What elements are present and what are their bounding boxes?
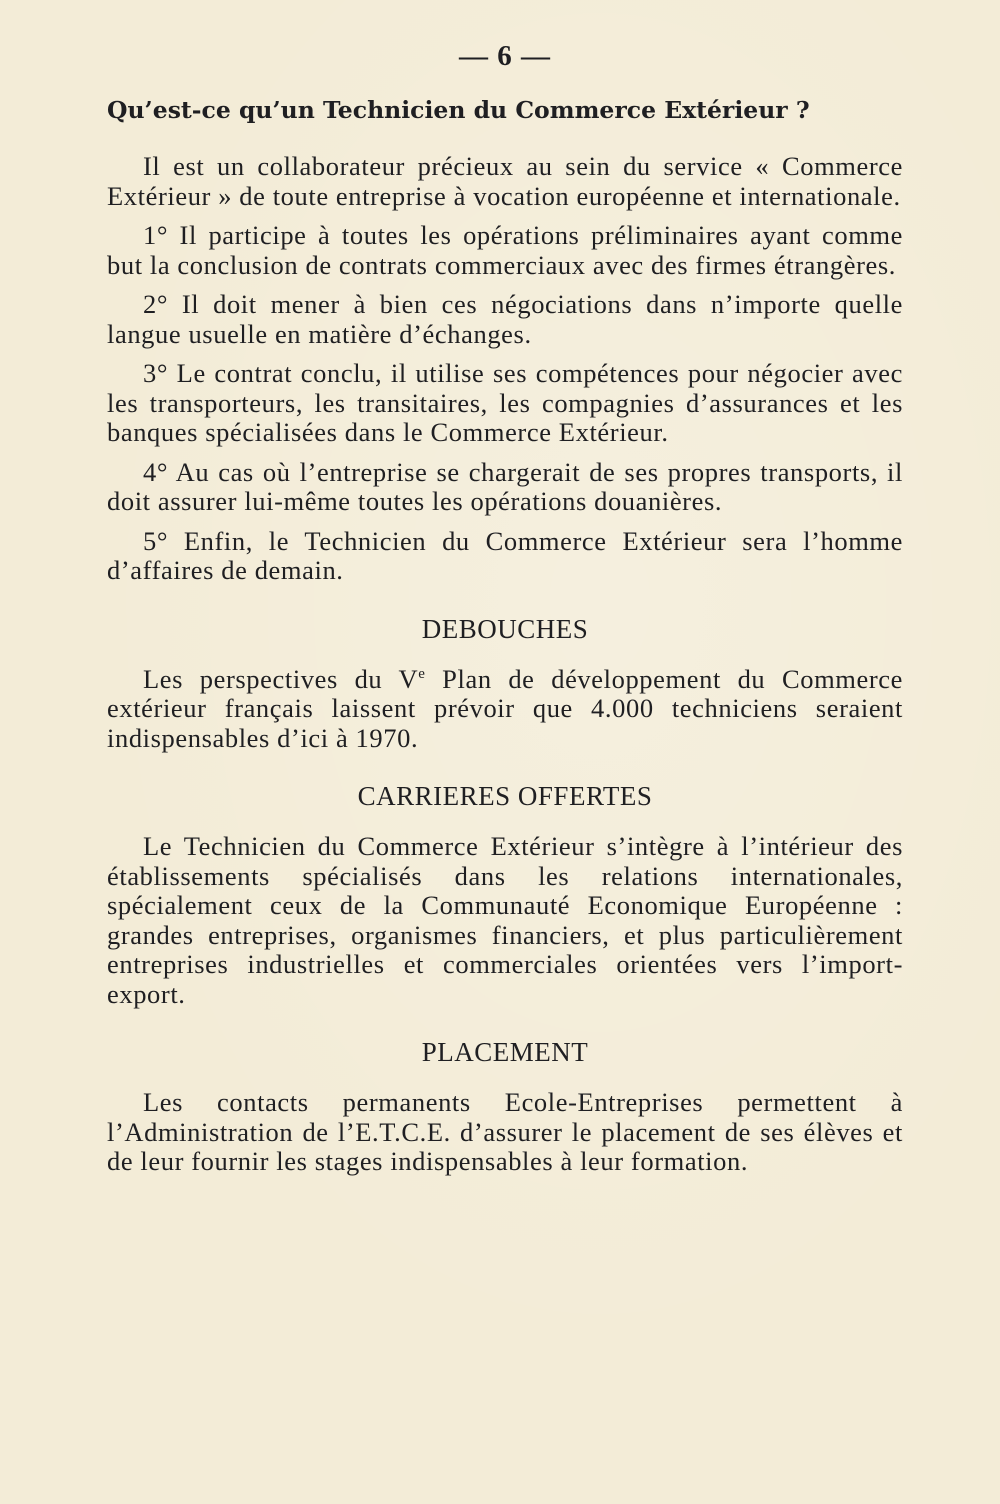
point-4: 4° Au cas où l’entreprise se chargerait de ses propres transports, il doit assurer lui-même toutes les opérations douanières. — [107, 456, 903, 516]
point-2: 2° Il doit mener à bien ces négociations dans n’importe quelle langue usuelle en matière d’échanges. — [107, 289, 903, 349]
debouches-text-part2: Plan de développement du Commerce extérieur français laissent prévoir que 4.000 techniciens seraient indispensables d’ici à 1970. — [107, 663, 904, 753]
section-title-carrieres: CARRIERES OFFERTES — [357, 781, 653, 811]
page-number: — 6 — — [459, 40, 551, 72]
section-title-placement: PLACEMENT — [421, 1037, 589, 1067]
point-3: 3° Le contrat conclu, il utilise ses compétences pour négocier avec les transporteurs, les transitaires, les compagnies d’assurances et les banques spécialisées dans le Commerce Extérieur. — [107, 358, 903, 447]
debouches-superscript: e — [418, 665, 426, 682]
section-title-debouches: DEBOUCHES — [421, 613, 589, 644]
page-content — [107, 40, 903, 1187]
placement-paragraph: Les contacts permanents Ecole-Entreprises permettent à l’Administration de l’E.T.C.E. d’assurer le placement de ses élèves et de leur fournir les stages indispensables à leur formation. — [107, 1087, 903, 1176]
point-5: 5° Enfin, le Technicien du Commerce Extérieur sera l’homme d’affaires de demain. — [107, 525, 903, 585]
debouches-paragraph — [107, 665, 903, 754]
debouches-text-part1: Les perspectives du V — [143, 663, 419, 694]
carrieres-paragraph: Le Technicien du Commerce Extérieur s’intègre à l’intérieur des établissements spécialisés dans les relations internationales, spécialement ceux de la Communauté Economique Européenne : grandes entreprises, organismes financiers, et plus particulièrement entreprises industrielles et commerciales orientées vers l’import-export. — [107, 831, 903, 1009]
intro-paragraph: Il est un collaborateur précieux au sein du service « Commerce Extérieur » de toute entreprise à vocation européenne et internationale. — [107, 151, 903, 211]
point-1: 1° Il participe à toutes les opérations préliminaires ayant comme but la conclusion de contrats commerciaux avec des firmes étrangères. — [107, 220, 903, 280]
question-heading: Qu’est-ce qu’un Technicien du Commerce Extérieur ? — [107, 96, 810, 124]
